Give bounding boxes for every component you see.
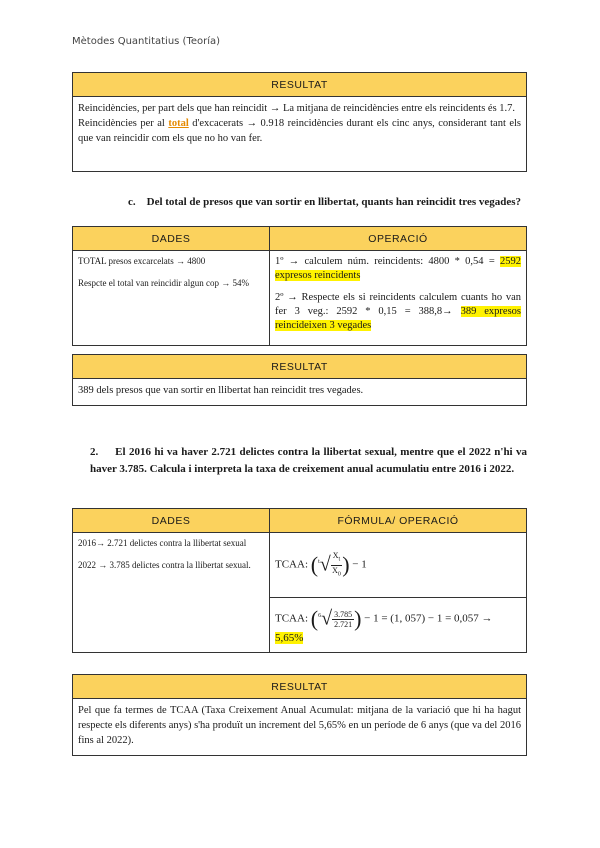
dades-formula-table [72,508,527,653]
result-table-3 [72,674,527,756]
result-table-2 [72,354,527,406]
sqrt-symbol: √ [321,607,333,630]
sqrt-symbol: √ [319,553,331,576]
result-line-1: Reincidències, per part dels que han reincidit → La mitjana de reincidències entre els reincidents és 1.7. [78,103,516,114]
result-table-1 [72,72,527,172]
operation-step-2: 2º → Respecte els si reincidents calculem cuants ho van fer 3 veg.: 2592 * 0,15 = 388,8→ 389 expresos reincideixen 3 vegades [275,292,521,331]
operation-fraction: $\frac{3.785}{2.721}$ [334,609,353,629]
dades-heading: DADES [73,509,270,533]
result-body [73,97,527,172]
result-line-2: Reincidències per al total d'excacerats → 0.918 reincidències durant els cinc anys, considerant tant els que van reincidir com els que no ho van fer. [78,118,522,144]
question-2: 2. El 2016 hi va haver 2.721 delictes contra la llibertat sexual, mentre que el 2022 n'hi va haver 3.785. Calcula i interpreta la taxa de creixement anual acumulatiu entre 2016 i 2022. [90,446,527,475]
formula-heading: FÓRMULA/ OPERACIÓ [270,509,527,533]
formula-cell: TCAA: ($^t$√ $\frac{X_t}{X_0}$ ) − 1 [270,533,527,598]
operation-step-1: 1º → calculem núm. reincidents: 4800 * 0,54 = 2592 expresos reincidents [275,256,522,281]
result-heading: RESULTAT [73,73,527,97]
formula-fraction: $\frac{X_t}{X_0}$ [332,550,341,578]
total-highlight: total [168,118,189,129]
dades-cell: TOTAL presos excarcelats → 4800 Respcte el total van reincidir algun cop → 54% [73,251,270,346]
document-header: Mètodes Quantitatius (Teoría) [72,36,221,47]
dades-cell: 2016→ 2.721 delictes contra la llibertat sexual 2022 → 3.785 delictes contra la llibertat sexual. [73,533,270,653]
dades-operacio-table [72,226,527,346]
question-c: c. Del total de presos que van sortir en llibertat, quants han reincidit tres vegades? [128,196,522,208]
dades-heading: DADES [73,227,270,251]
operacio-heading: OPERACIÓ [270,227,527,251]
result-highlight: 5,65% [275,632,304,644]
result-body: Pel que fa termes de TCAA (Taxa Creixement Anual Acumulat: mitjana de la variació que hi ha hagut respecte els diferents anys) s'ha produït un increment del 5,65% en un període de 6 anys (que va del 2016 fins al 2022). [73,699,527,756]
operation-cell: TCAA: ($^6$√ $\frac{3.785}{2.721}$ ) − 1 = (1, 057) − 1 = 0,057 → 5,65% [270,598,527,653]
result-heading: RESULTAT [73,675,527,699]
result-heading: RESULTAT [73,355,527,379]
operacio-cell [270,251,527,346]
result-body: 389 dels presos que van sortir en llibertat han reincidit tres vegades. [73,379,527,406]
